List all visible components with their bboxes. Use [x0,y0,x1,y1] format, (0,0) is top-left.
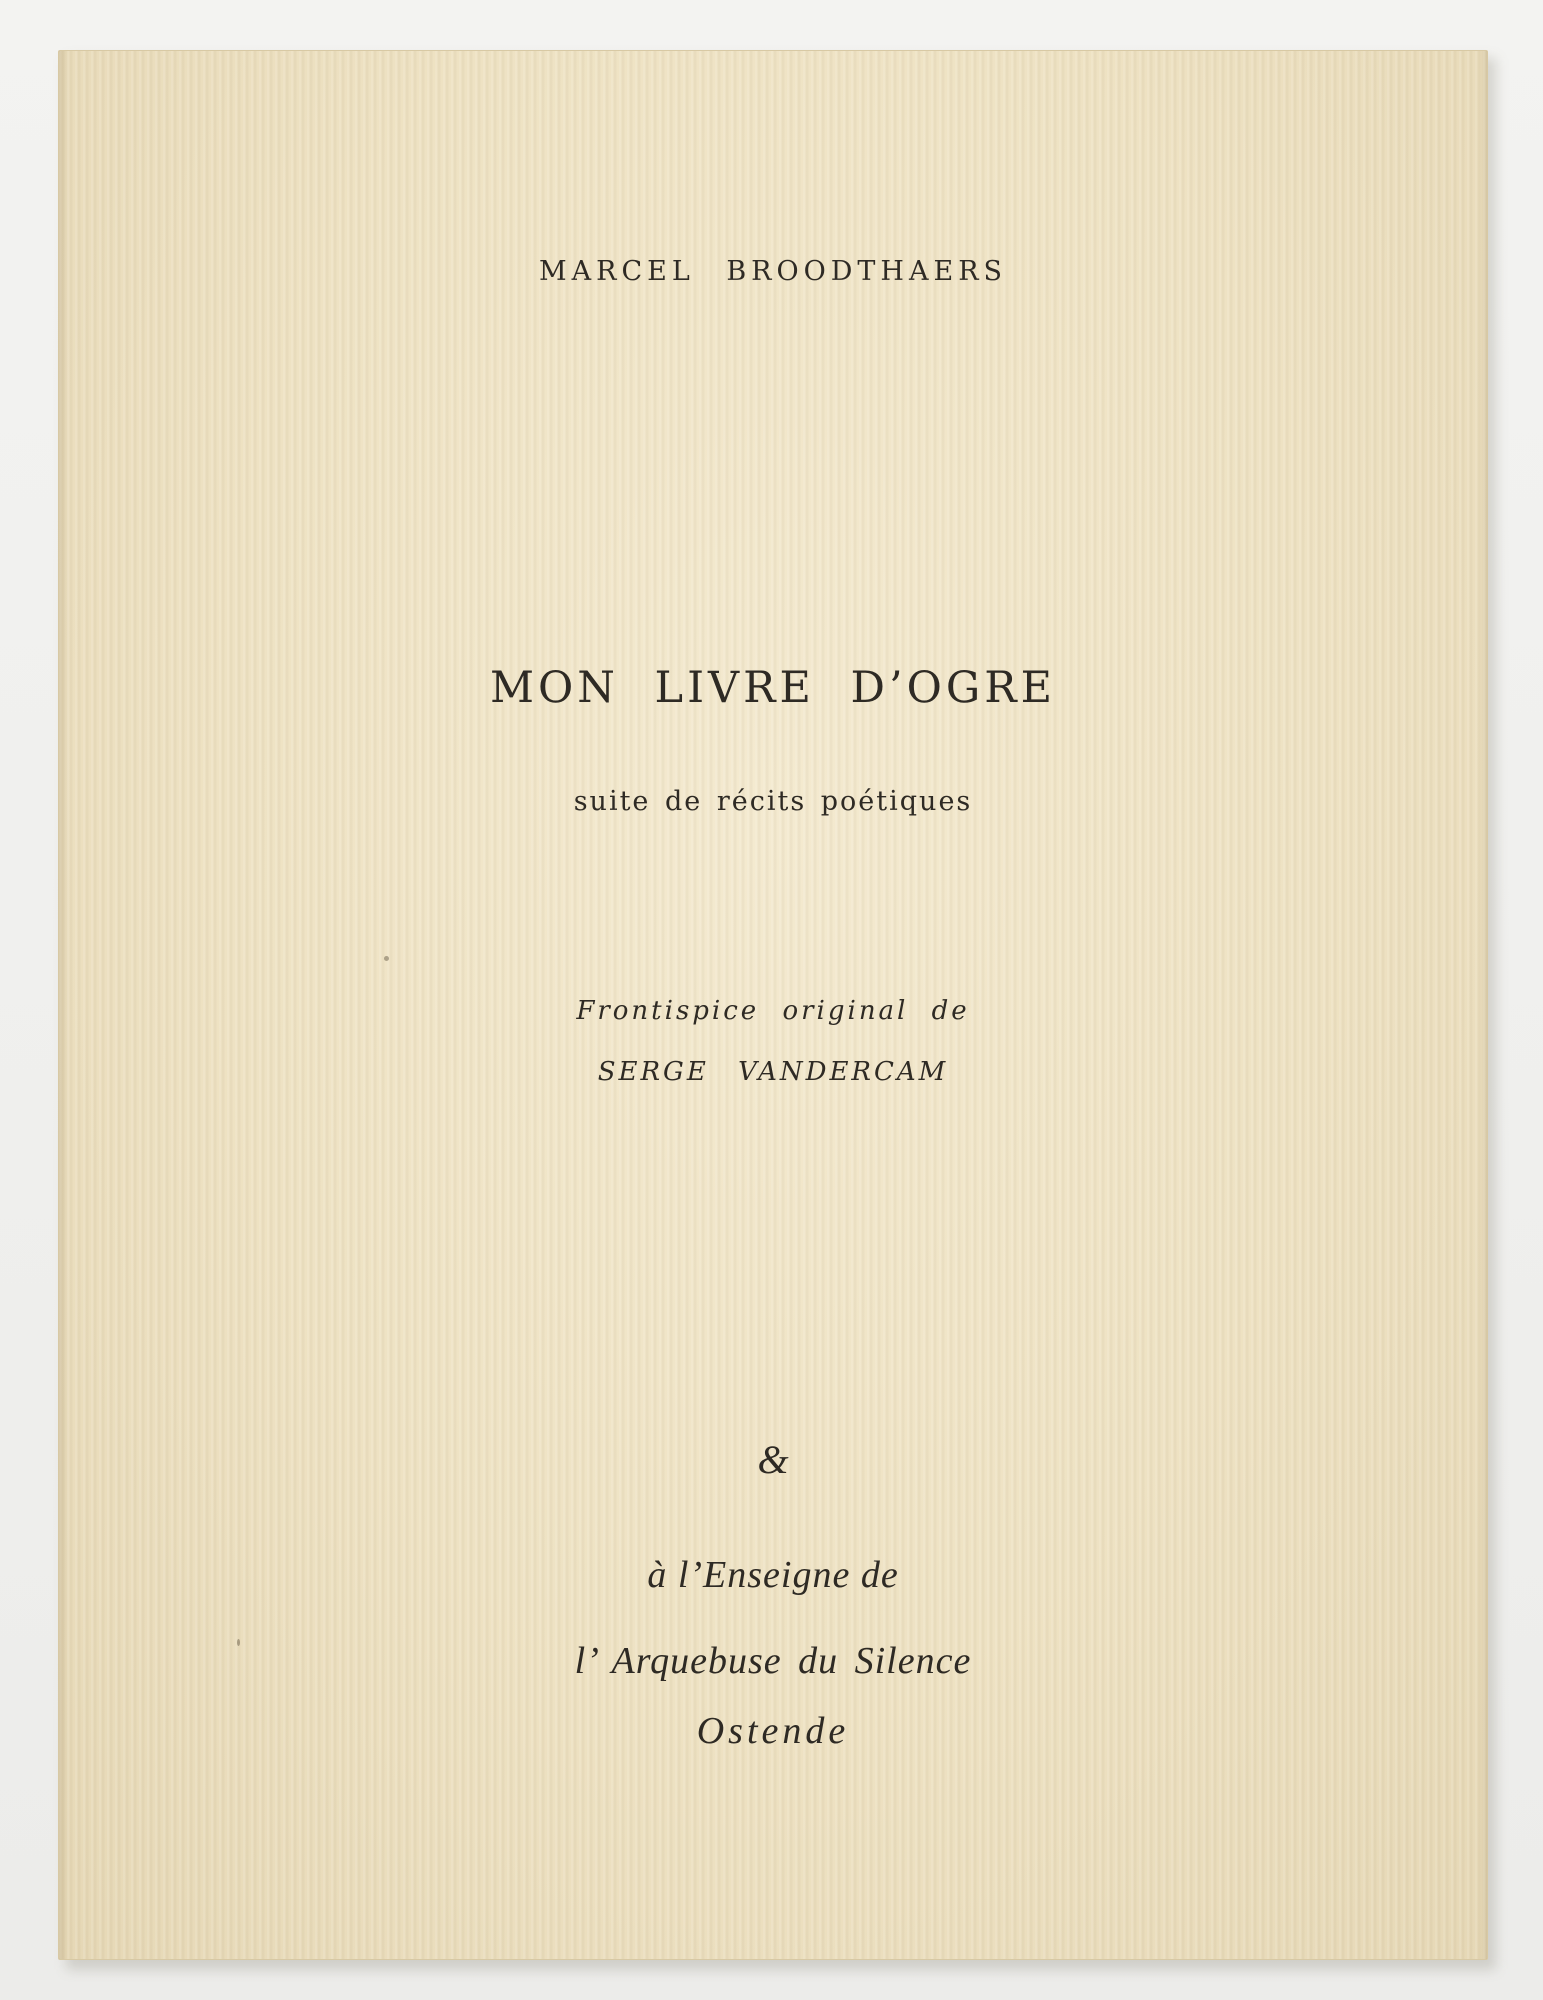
publisher-line-1: à l’Enseigne de [647,1554,899,1596]
publisher-line-2: l’ Arquebuse du Silence [574,1640,972,1682]
illustrator-name: SERGE VANDERCAM [597,1057,949,1087]
book-title: MON LIVRE D’OGRE [489,663,1057,713]
paper-speck [384,956,389,961]
paper-speck [237,1639,240,1646]
ampersand-ornament: & [757,1437,789,1482]
frontispiece-credit: Frontispice original de [576,996,970,1026]
author-name: MARCEL BROODTHAERS [538,256,1008,287]
book-cover [58,50,1488,1960]
book-subtitle: suite de récits poétiques [573,786,973,817]
publisher-city: Ostende [696,1710,850,1752]
